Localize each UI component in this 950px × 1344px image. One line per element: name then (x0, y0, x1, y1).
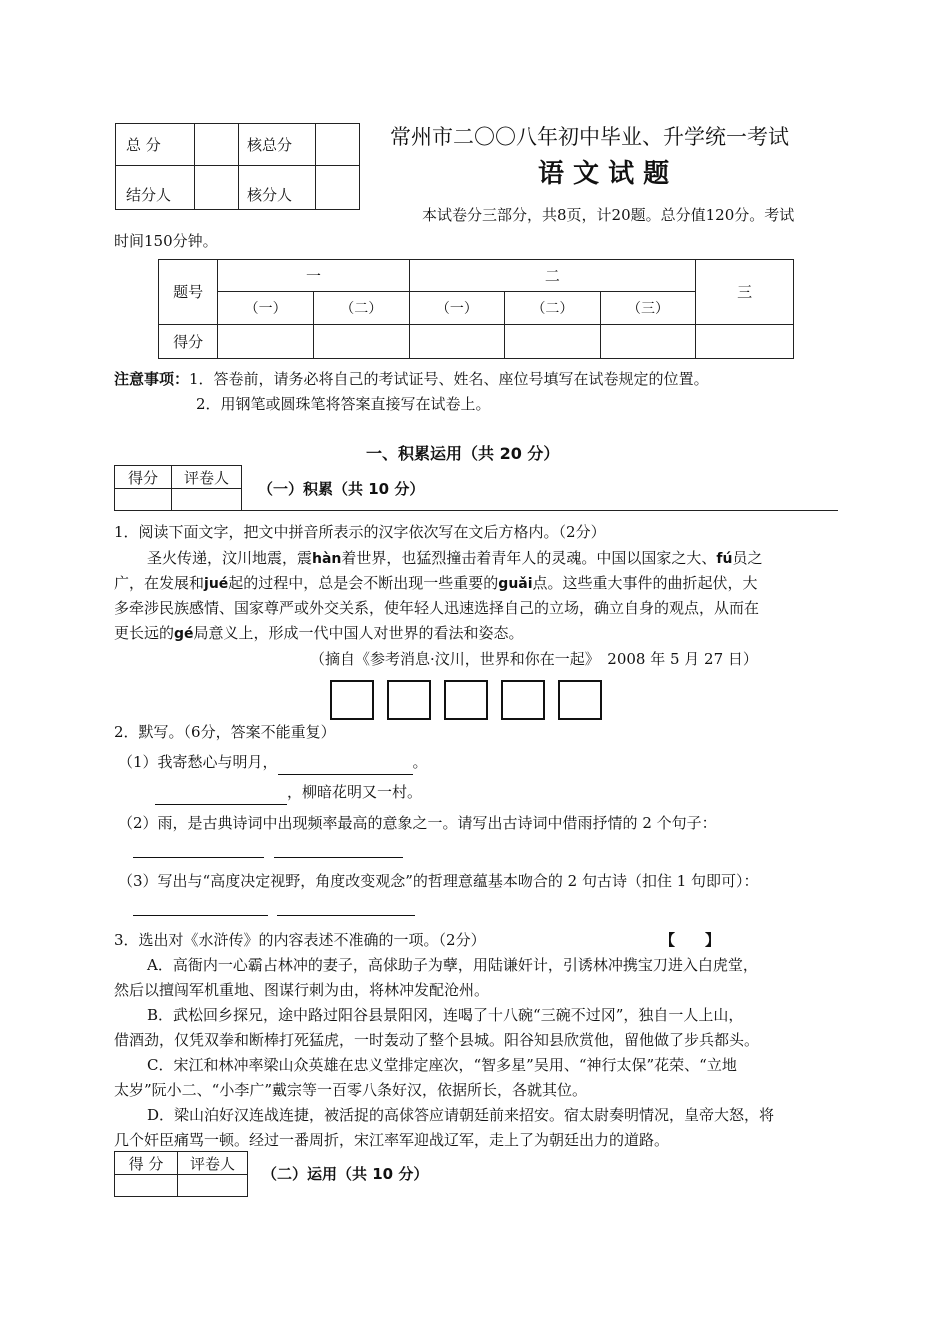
exam-title: 常州市二〇〇八年初中毕业、升学统一考试 (390, 125, 789, 149)
grid-sub: （二） (505, 292, 601, 324)
q3-option-d-line2: 几个奸臣痛骂一顿。经过一番周折，宋江率军迎战辽军，走上了为朝廷出力的道路。 (114, 1131, 670, 1149)
q3-option-a-line2: 然后以擅闯军机重地、图谋行刺为由，将林冲发配沧州。 (114, 981, 490, 999)
fill-blank[interactable] (133, 857, 264, 858)
fill-blank[interactable] (277, 915, 415, 916)
pinyin-5: gé (174, 626, 194, 642)
grid-part-2: 二 (409, 260, 696, 292)
checker-label: 核分人 (238, 166, 315, 210)
scorebox-score-cell[interactable] (115, 489, 172, 511)
grid-sub: （一） (409, 292, 505, 324)
checker-cell[interactable] (316, 166, 360, 210)
grid-part-1: 一 (218, 260, 409, 292)
grid-score-cell[interactable] (409, 324, 505, 358)
pinyin-1: hàn (312, 551, 342, 567)
fill-blank[interactable] (278, 756, 413, 775)
check-total-cell[interactable] (316, 124, 360, 166)
q2-item-1b: ，柳暗花明又一村。 (155, 780, 422, 805)
q3-option-c-line1: C．宋江和林冲率梁山众英雄在忠义堂排定座次，“智多星”吴用、“神行太保”花荣、“立地 (147, 1056, 737, 1074)
notes-label: 注意事项： (114, 370, 190, 388)
q2-item-3: （3）写出与“高度决定视野，角度改变观念”的哲理意蕴基本吻合的 2 句古诗（扣住 1 句即可）： (118, 872, 759, 890)
answer-box-4[interactable] (501, 680, 545, 720)
q1-passage-line1: 圣火传递，汶川地震，震hàn着世界，也猛烈撞击着青年人的灵魂。中国以国家之大、fú员之 (147, 549, 763, 567)
scorer-cell[interactable] (195, 166, 239, 210)
q2-item-2: （2）雨，是古典诗词中出现频率最高的意象之一。请写出古诗词中借雨抒情的 2 个句子： (118, 814, 717, 832)
q1-passage-line4: 更长远的gé局意义上，形成一代中国人对世界的看法和姿态。 (114, 624, 524, 642)
q1-source: （摘自《参考消息·汶川，世界和你在一起》 2008 年 5 月 27 日） (310, 650, 758, 668)
q3-option-b-line2: 借酒劲，仅凭双拳和断棒打死猛虎，一时轰动了整个县城。阳谷知县欣赏他，留他做了步兵都头。 (114, 1031, 760, 1049)
answer-box-1[interactable] (330, 680, 374, 720)
grid-sub: （三） (600, 292, 696, 324)
grid-score-cell[interactable] (505, 324, 601, 358)
check-total-label: 核总分 (238, 124, 315, 166)
total-score-label: 总 分 (116, 124, 195, 166)
section-1-scorebox (114, 465, 242, 511)
answer-box-2[interactable] (387, 680, 431, 720)
subject-title: 语 文 试 题 (538, 159, 670, 189)
answer-box-3[interactable] (444, 680, 488, 720)
grid-label-score: 得分 (159, 324, 218, 358)
scorebox-reviewer-cell[interactable] (178, 1175, 248, 1197)
scorebox-score-label: 得分 (115, 466, 172, 489)
exam-info-line1: 本试卷分三部分，共8页，计20题。总分值120分。考试 (422, 206, 795, 224)
q3-option-c-line2: 太岁”阮小二、“小李广”戴宗等一百零八条好汉，依据所长，各就其位。 (114, 1081, 588, 1099)
pinyin-2: fú (716, 551, 733, 567)
divider (242, 510, 838, 511)
grid-label-question: 题号 (159, 260, 218, 325)
q1-passage-line3: 多牵涉民族感情、国家尊严或外交关系，使年轻人迅速选择自己的立场，确立自身的观点，从而在 (114, 599, 760, 617)
fill-blank[interactable] (274, 857, 403, 858)
pinyin-3: jué (204, 576, 229, 592)
question-score-grid (158, 259, 794, 359)
q3-stem: 3．选出对《水浒传》的内容表述不准确的一项。（2分） (114, 931, 486, 949)
scorer-label: 结分人 (116, 166, 195, 210)
section-2-scorebox (114, 1151, 248, 1197)
fill-blank[interactable] (155, 786, 287, 805)
q1-stem: 1．阅读下面文字，把文中拼音所表示的汉字依次写在文后方格内。（2分） (114, 523, 606, 541)
q1-passage-line2: 广，在发展和jué起的过程中，总是会不断出现一些重要的guǎi点。这些重大事件的曲折起伏，大 (114, 574, 758, 592)
scorebox-score-cell[interactable] (115, 1175, 178, 1197)
fill-blank[interactable] (133, 915, 268, 916)
grid-score-cell[interactable] (218, 324, 314, 358)
grid-score-cell[interactable] (600, 324, 696, 358)
q2-item-1: （1）我寄愁心与明月， 。 (118, 750, 428, 775)
grid-score-cell[interactable] (696, 324, 794, 358)
notes (114, 367, 709, 392)
score-summary-table (115, 123, 360, 210)
scorebox-reviewer-label: 评卷人 (178, 1152, 248, 1175)
grid-sub: （二） (313, 292, 409, 324)
scorebox-score-label: 得 分 (115, 1152, 178, 1175)
section-1-heading: 一、积累运用（共 20 分） (366, 444, 560, 463)
exam-info-line2: 时间150分钟。 (114, 232, 218, 250)
scorebox-reviewer-label: 评卷人 (172, 466, 242, 489)
section-1-sub-heading: （一）积累（共 10 分） (258, 480, 425, 498)
q3-answer-bracket[interactable]: 【 】 (660, 931, 721, 949)
notes-item-2: 2．用钢笔或圆珠笔将答案直接写在试卷上。 (196, 395, 491, 413)
q3-option-b-line1: B．武松回乡探兄，途中路过阳谷县景阳冈，连喝了十八碗“三碗不过冈”，独自一人上山， (147, 1006, 744, 1024)
section-2-sub-heading: （二）运用（共 10 分） (262, 1165, 429, 1183)
grid-score-cell[interactable] (313, 324, 409, 358)
total-score-cell[interactable] (195, 124, 239, 166)
answer-box-5[interactable] (558, 680, 602, 720)
q3-option-a-line1: A．高衙内一心霸占林冲的妻子，高俅助子为孽，用陆谦奸计，引诱林冲携宝刀进入白虎堂， (147, 956, 758, 974)
notes-item-1: 1．答卷前，请务必将自己的考试证号、姓名、座位号填写在试卷规定的位置。 (189, 370, 709, 388)
scorebox-reviewer-cell[interactable] (172, 489, 242, 511)
pinyin-4: guǎi (498, 576, 533, 592)
grid-part-3: 三 (696, 260, 794, 325)
grid-sub: （一） (218, 292, 314, 324)
q2-stem: 2．默写。（6分，答案不能重复） (114, 723, 336, 741)
q3-option-d-line1: D．梁山泊好汉连战连捷，被活捉的高俅答应请朝廷前来招安。宿太尉奏明情况，皇帝大怒，将 (147, 1106, 775, 1124)
